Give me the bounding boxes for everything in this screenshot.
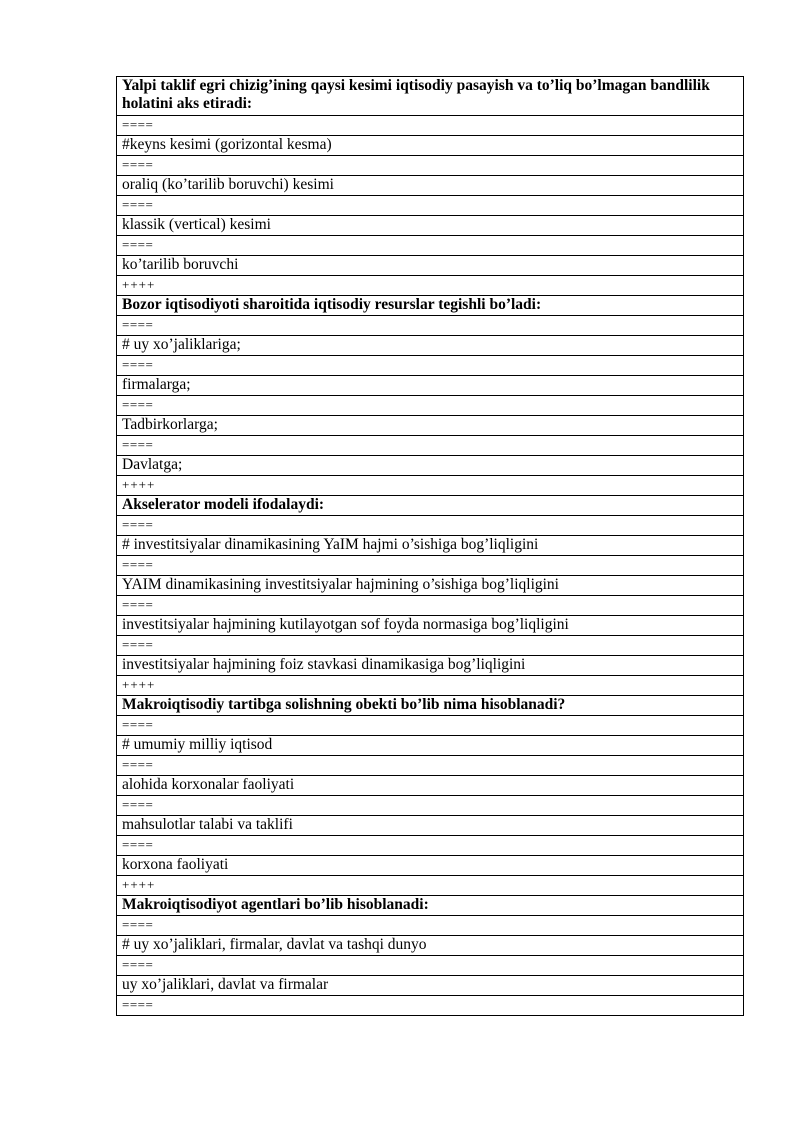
table-row	[117, 156, 744, 176]
answer-option: YAIM dinamikasining investitsiyalar hajmining o’sishiga bog’liqligini	[117, 576, 744, 596]
table-row	[117, 996, 744, 1016]
table-row	[117, 936, 744, 956]
table-row	[117, 77, 744, 116]
table-row	[117, 776, 744, 796]
separator-text: ====	[117, 396, 744, 416]
table-row	[117, 596, 744, 616]
separator-text: ====	[117, 996, 744, 1016]
question-text: Akselerator modeli ifodalaydi:	[117, 496, 744, 516]
separator-text: ====	[117, 916, 744, 936]
separator-text: ====	[117, 236, 744, 256]
separator-text: ====	[117, 636, 744, 656]
table-row	[117, 176, 744, 196]
table-row	[117, 456, 744, 476]
block-end-marker: ++++	[117, 876, 744, 896]
table-row	[117, 216, 744, 236]
table-row	[117, 636, 744, 656]
answer-option: oraliq (ko’tarilib boruvchi) kesimi	[117, 176, 744, 196]
table-row	[117, 876, 744, 896]
separator-text: ====	[117, 356, 744, 376]
table-row	[117, 476, 744, 496]
table-row	[117, 656, 744, 676]
table-row	[117, 136, 744, 156]
table-row	[117, 756, 744, 776]
table-row	[117, 916, 744, 936]
table-row	[117, 116, 744, 136]
separator-text: ====	[117, 956, 744, 976]
block-end-marker: ++++	[117, 476, 744, 496]
table-row	[117, 976, 744, 996]
table-row	[117, 536, 744, 556]
block-end-marker: ++++	[117, 676, 744, 696]
question-text: Makroiqtisodiy tartibga solishning obekti bo’lib nima hisoblanadi?	[117, 696, 744, 716]
table-row	[117, 496, 744, 516]
answer-option: investitsiyalar hajmining foiz stavkasi dinamikasiga bog’liqligini	[117, 656, 744, 676]
question-text: Makroiqtisodiyot agentlari bo’lib hisoblanadi:	[117, 896, 744, 916]
table-row	[117, 316, 744, 336]
question-text: Yalpi taklif egri chizig’ining qaysi kesimi iqtisodiy pasayish va to’liq bo’lmagan bandlilik holatini aks etiradi:	[117, 77, 744, 116]
table-row	[117, 736, 744, 756]
table-row	[117, 376, 744, 396]
table-row	[117, 196, 744, 216]
separator-text: ====	[117, 716, 744, 736]
answer-option: uy xo’jaliklari, davlat va firmalar	[117, 976, 744, 996]
block-end-marker: ++++	[117, 276, 744, 296]
table-row	[117, 616, 744, 636]
answer-option: klassik (vertical) kesimi	[117, 216, 744, 236]
answer-option: investitsiyalar hajmining kutilayotgan sof foyda normasiga bog’liqligini	[117, 616, 744, 636]
table-row	[117, 336, 744, 356]
table-row	[117, 516, 744, 536]
answer-option: korxona faoliyati	[117, 856, 744, 876]
question-table-body	[117, 77, 744, 1016]
table-row	[117, 796, 744, 816]
table-row	[117, 956, 744, 976]
answer-option: # umumiy milliy iqtisod	[117, 736, 744, 756]
table-row	[117, 696, 744, 716]
separator-text: ====	[117, 796, 744, 816]
answer-option: # uy xo’jaliklari, firmalar, davlat va tashqi dunyo	[117, 936, 744, 956]
table-row	[117, 296, 744, 316]
answer-option: mahsulotlar talabi va taklifi	[117, 816, 744, 836]
answer-option: firmalarga;	[117, 376, 744, 396]
question-text: Bozor iqtisodiyoti sharoitida iqtisodiy resurslar tegishli bo’ladi:	[117, 296, 744, 316]
question-table	[116, 76, 744, 1016]
table-row	[117, 836, 744, 856]
table-row	[117, 576, 744, 596]
table-row	[117, 896, 744, 916]
answer-option: # investitsiyalar dinamikasining YaIM hajmi o’sishiga bog’liqligini	[117, 536, 744, 556]
table-row	[117, 356, 744, 376]
separator-text: ====	[117, 516, 744, 536]
answer-option: # uy xo’jaliklariga;	[117, 336, 744, 356]
table-row	[117, 816, 744, 836]
table-row	[117, 556, 744, 576]
separator-text: ====	[117, 116, 744, 136]
table-row	[117, 396, 744, 416]
separator-text: ====	[117, 316, 744, 336]
separator-text: ====	[117, 156, 744, 176]
answer-option: ko’tarilib boruvchi	[117, 256, 744, 276]
table-row	[117, 716, 744, 736]
table-row	[117, 236, 744, 256]
answer-option: #keyns kesimi (gorizontal kesma)	[117, 136, 744, 156]
separator-text: ====	[117, 836, 744, 856]
separator-text: ====	[117, 556, 744, 576]
separator-text: ====	[117, 756, 744, 776]
table-row	[117, 436, 744, 456]
separator-text: ====	[117, 436, 744, 456]
answer-option: Davlatga;	[117, 456, 744, 476]
table-row	[117, 856, 744, 876]
answer-option: Tadbirkorlarga;	[117, 416, 744, 436]
table-row	[117, 676, 744, 696]
separator-text: ====	[117, 196, 744, 216]
table-row	[117, 256, 744, 276]
separator-text: ====	[117, 596, 744, 616]
table-row	[117, 276, 744, 296]
answer-option: alohida korxonalar faoliyati	[117, 776, 744, 796]
table-row	[117, 416, 744, 436]
